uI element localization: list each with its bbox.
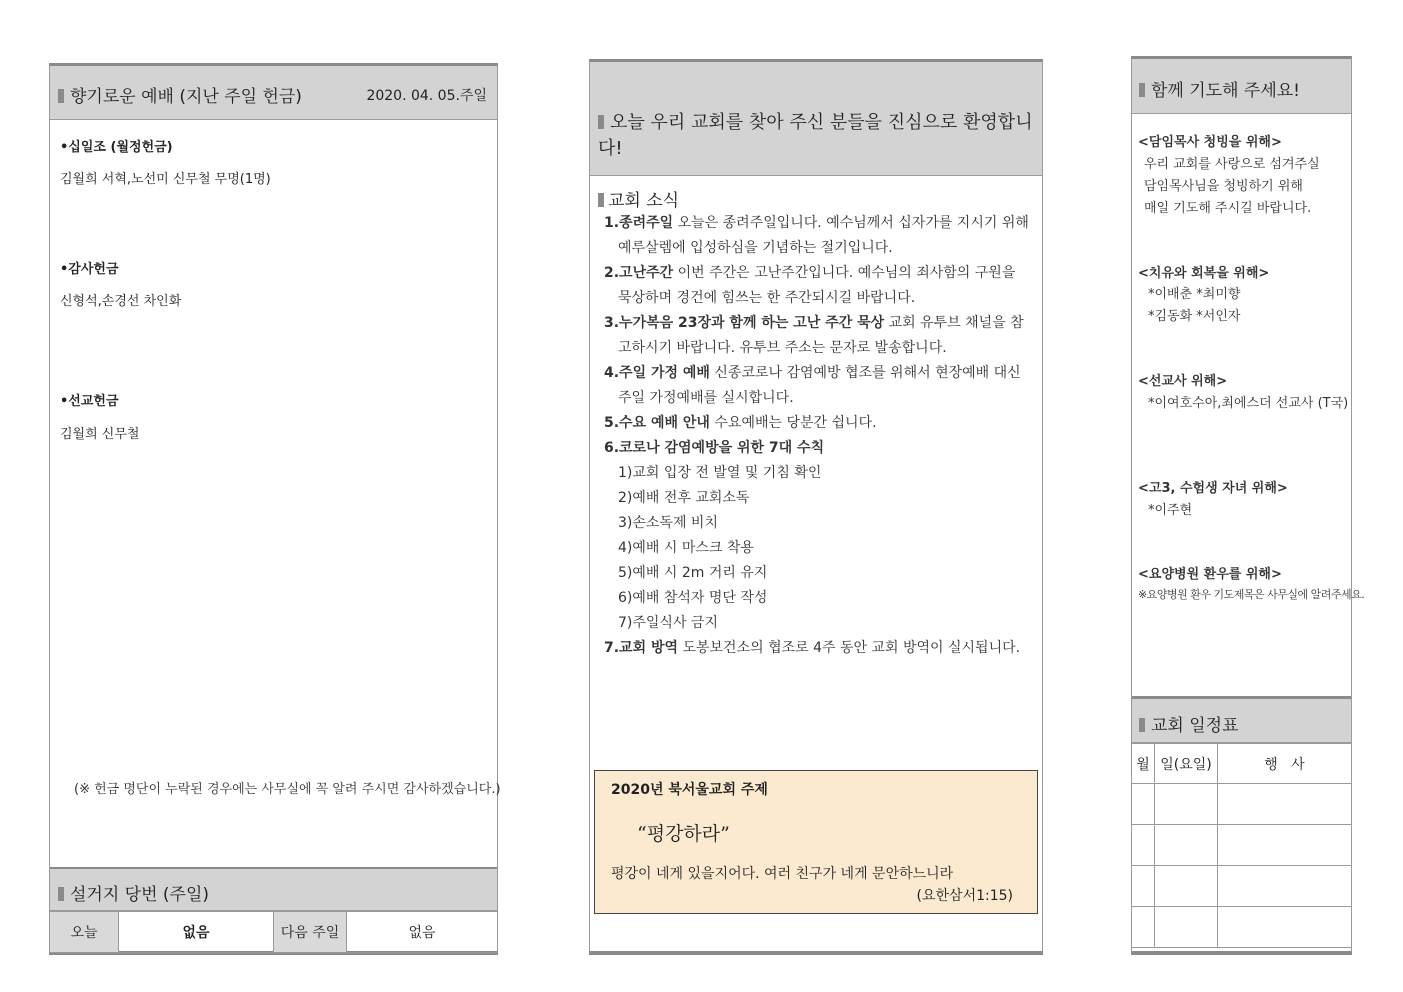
news-item-7-text: 도봉보건소의 협조로 4주 동안 교회 방역이 실시됩니다. [678, 640, 1021, 656]
news-item-1-text: 오늘은 종려주일입니다. 예수님께서 십자가를 지시기 위해 [673, 215, 1029, 231]
offering-panel [49, 63, 501, 955]
dish-duty-header [50, 867, 497, 911]
prayer-heading-healing: <치유와 회복을 위해> [1138, 266, 1270, 281]
schedule-header-event: 행 사 [1218, 744, 1352, 784]
rule-item: 2)예배 전후 교회소독 [618, 490, 750, 506]
offering-names-thanks: 신형석,손경선 차인화 [60, 294, 182, 309]
theme-reference: (요한삼서1:15) [916, 888, 1013, 904]
rule-item: 6)예배 참석자 명단 작성 [618, 590, 768, 606]
section-marker-icon [58, 89, 64, 103]
schedule-title: 교회 일정표 [1151, 716, 1239, 736]
schedule-row [1132, 784, 1351, 825]
news-item-4-text: 신종코로나 감염예방 협조를 위해서 현장예배 대신 [709, 365, 1021, 381]
offering-names-tithe: 김월희 서혁,노선미 신무철 무명(1명) [60, 172, 271, 187]
news-item-5-title: 5.수요 예배 안내 [604, 415, 710, 431]
news-item-7-title: 7.교회 방역 [604, 640, 679, 656]
news-item-1 [604, 212, 1029, 232]
welcome-text: 오늘 우리 교회를 찾아 주신 분들을 진심으로 환영합니다! [598, 112, 1033, 159]
news-item-1-cont: 예루살렘에 입성하심을 기념하는 절기입니다. [618, 240, 893, 256]
prayer-line: *이여호수아,최에스더 선교사 (T국) [1148, 396, 1349, 411]
news-panel [589, 59, 1043, 955]
rule-item: 4)예배 시 마스크 착용 [618, 540, 754, 556]
prayer-line: *이배춘 *최미향 [1148, 287, 1241, 302]
prayer-line: 매일 기도해 주시길 바랍니다. [1144, 201, 1312, 216]
section-marker-icon [1139, 718, 1145, 732]
schedule-row [1132, 825, 1351, 866]
prayer-heading-pastor: <담임목사 청빙을 위해> [1138, 135, 1282, 150]
schedule-header-day: 일(요일) [1155, 744, 1218, 784]
news-item-1-title: 1.종려주일 [604, 215, 674, 231]
news-item-2-text: 이번 주간은 고난주간입니다. 예수님의 죄사함의 구원을 [673, 265, 1016, 281]
prayer-header [1132, 59, 1351, 114]
news-item-4-cont: 주일 가정예배를 실시합니다. [618, 390, 794, 406]
prayer-line: ※요양병원 환우 기도제목은 사무실에 알려주세요. [1138, 588, 1365, 601]
prayer-line: 우리 교회를 사랑으로 섬겨주실 [1144, 157, 1320, 172]
news-heading [598, 186, 679, 211]
offering-heading-thanks: •감사헌금 [60, 262, 119, 277]
prayer-panel [1131, 56, 1365, 955]
prayer-line: 담임목사님을 청빙하기 위해 [1144, 179, 1303, 194]
prayer-heading-hospital: <요양병원 환우를 위해> [1138, 567, 1282, 582]
news-item-5-text: 수요예배는 당분간 쉽니다. [709, 415, 877, 431]
section-marker-icon [598, 115, 604, 129]
dish-today-label: 오늘 [50, 912, 119, 953]
news-item-7 [604, 637, 1020, 657]
news-title: 교회 소식 [608, 191, 680, 211]
news-item-3-text: 교회 유투브 채널을 참 [884, 315, 1024, 331]
yearly-theme-box [594, 770, 1038, 914]
rule-item: 7)주일식사 금지 [618, 615, 718, 631]
news-item-2-title: 2.고난주간 [604, 265, 674, 281]
news-item-6 [604, 437, 824, 457]
offering-date: 2020. 04. 05.주일 [366, 88, 487, 104]
section-marker-icon [58, 887, 64, 901]
rule-item: 5)예배 시 2m 거리 유지 [618, 565, 768, 581]
schedule-row [1132, 866, 1351, 907]
prayer-line: *김동화 *서인자 [1148, 309, 1241, 324]
news-item-5 [604, 412, 877, 432]
theme-verse: 평강이 네게 있을지어다. 여러 친구가 네게 문안하느니라 [611, 866, 954, 882]
section-marker-icon [1139, 83, 1145, 97]
dish-duty-title: 설거지 당번 (주일) [70, 885, 210, 905]
offering-title: 향기로운 예배 (지난 주일 헌금) [70, 87, 302, 107]
prayer-heading-students: <고3, 수험생 자녀 위해> [1138, 481, 1288, 496]
dish-today-value: 없음 [119, 912, 274, 953]
offering-header [50, 66, 497, 120]
schedule-header [1132, 696, 1351, 743]
offering-names-mission: 김월희 신무철 [60, 427, 140, 442]
section-marker-icon [598, 193, 604, 207]
news-item-3 [604, 312, 1024, 332]
prayer-line: *이주현 [1148, 503, 1193, 518]
dish-next-label: 다음 주일 [274, 912, 347, 953]
theme-title: 2020년 북서울교회 주제 [611, 782, 768, 798]
welcome-header [590, 62, 1042, 176]
news-item-2 [604, 262, 1015, 282]
news-item-3-cont: 고하시기 바랍니다. 유투브 주소는 문자로 발송합니다. [618, 340, 947, 356]
offering-note: (※ 헌금 명단이 누락된 경우에는 사무실에 꼭 알려 주시면 감사하겠습니다.) [74, 782, 501, 797]
dish-duty-table [50, 911, 497, 953]
news-item-3-title: 3.누가복음 23장과 함께 하는 고난 주간 묵상 [604, 315, 885, 331]
news-item-6-title: 6.코로나 감염예방을 위한 7대 수칙 [604, 440, 825, 456]
theme-slogan: “평강하라” [637, 823, 730, 845]
prayer-heading-missionary: <선교사 위해> [1138, 374, 1228, 389]
dish-next-value: 없음 [347, 912, 498, 953]
news-item-4 [604, 362, 1021, 382]
offering-heading-tithe: •십일조 (월정헌금) [60, 140, 173, 155]
prayer-title: 함께 기도해 주세요! [1151, 81, 1300, 101]
rule-item: 3)손소독제 비치 [618, 515, 718, 531]
news-item-2-cont: 묵상하며 경건에 힘쓰는 한 주간되시길 바랍니다. [618, 290, 916, 306]
offering-heading-mission: •선교헌금 [60, 394, 119, 409]
schedule-table [1132, 743, 1351, 948]
news-item-4-title: 4.주일 가정 예배 [604, 365, 710, 381]
schedule-header-month: 월 [1132, 744, 1155, 784]
schedule-row [1132, 907, 1351, 948]
rule-item: 1)교회 입장 전 발열 및 기침 확인 [618, 465, 822, 481]
